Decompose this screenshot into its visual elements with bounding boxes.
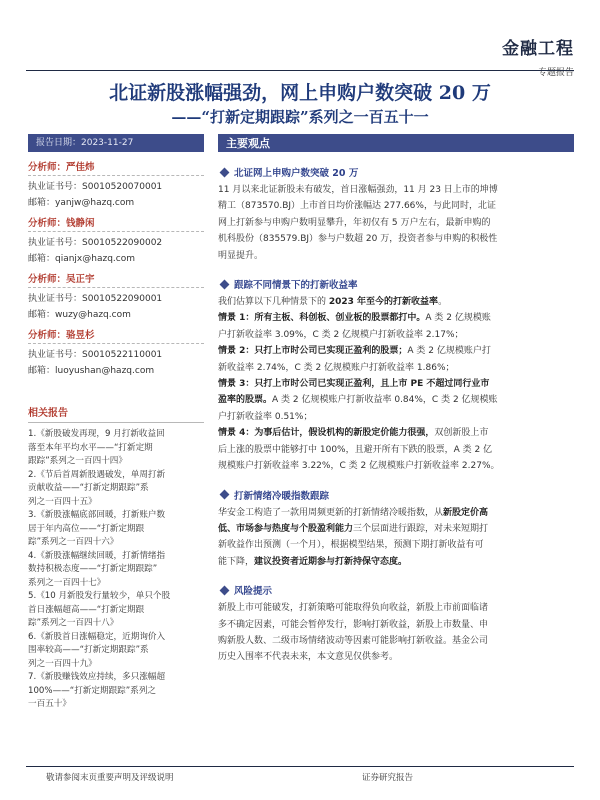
analyst-block xyxy=(28,215,204,264)
section-body: 我们估算以下几种情景下的 2023 年至今的打新收益率。 情景 1：所有主板、科创板、创业板的股票都打中。A 类 2 亿规模账 户打新收益率 3.09%，C 类 2 亿规模户打新收益率 2.17%； 情景 2：只打上市时公司已实现正盈利的股票；A 类 2 亿规模账户打 新收益率 2.74%，C 类 2 亿规模账户打新收益率 1.86%； 情景 3：只打上市时公司已实现正盈利，且上市 PE 不超过同行业市 盈率的股票。A 类 2 亿规模账户打新收益率 0.84%，C 类 2 亿规模账 户打新收益率 0.51%； 情景 4：为事后估计，假设机构的新股定价能力很强，双创新股上市 后上涨的股票中能够打中 100%，且避开所有下跌的股票，A 类 2 亿 规模账户打新收益率 3.22%，C 类 2 亿规模账户打新收益率 2.27%。 xyxy=(218,297,500,472)
related-report-link[interactable]: 1.《新股破发再现，9 月打新收益回 落至本年平均水平——“打新定期 跟踪”系列之一百四十四》 xyxy=(28,429,165,466)
analyst-cert: 执业证书号：S0010522090002 xyxy=(28,238,163,248)
analyst-email[interactable]: 邮箱：wuzy@hazq.com xyxy=(28,310,131,320)
related-report-link[interactable]: 2.《节后首周新股遇破发，单周打新 贡献收益——“打新定期跟踪”系 列之一百四十五》 xyxy=(28,469,166,507)
analyst-name: 分析师：钱静闲 xyxy=(28,215,204,232)
analyst-email[interactable]: 邮箱：yanjw@hazq.com xyxy=(28,198,135,208)
key-points-heading: 主要观点 xyxy=(226,137,270,150)
section-body: 新股上市可能破发，打新策略可能取得负向收益，新股上市前面临诸 多不确定因素，可能会暂停发行，影响打新收益，新股上市数量、申 购新股人数、二级市场情绪波动等因素可能影响打新收益。基金公司 历史入围率不代表未来，本文意见仅供参考。 xyxy=(218,603,489,663)
diamond-bullet-icon xyxy=(220,167,230,177)
analyst-name: 分析师：严佳炜 xyxy=(28,159,204,176)
section-heading xyxy=(218,277,574,291)
analyst-block xyxy=(28,271,204,320)
diamond-bullet-icon xyxy=(220,279,230,289)
analyst-block xyxy=(28,159,204,208)
analyst-name: 分析师：骆昱杉 xyxy=(28,327,204,344)
analyst-block xyxy=(28,327,204,376)
related-reports-list xyxy=(28,428,204,712)
section-body: 11 月以来北证新股未有破发，首日涨幅强劲，11 月 23 日上市的坤博 精工（873570.BJ）上市首日均价涨幅达 277.66%，与此同时，北证 网上打新参与申购户数明显攀升，年初仅有 5 万户左右，最新申购的 机科股份（835579.BJ）参与户数超 20 万，投资者参与申购的积极性 明显提升。 xyxy=(218,185,498,261)
report-header xyxy=(502,34,574,78)
analyst-email[interactable]: 邮箱：qianjx@hazq.com xyxy=(28,254,135,264)
analyst-cert: 执业证书号：S0010522110001 xyxy=(28,350,163,360)
report-date: 报告日期：2023-11-27 xyxy=(28,134,204,152)
left-column xyxy=(28,134,204,712)
diamond-bullet-icon xyxy=(220,585,230,595)
footer-divider xyxy=(26,766,574,767)
section-title: 跟踪不同情景下的打新收益率 xyxy=(234,280,358,292)
footer-disclaimer: 敬请参阅末页重要声明及评级说明 xyxy=(46,773,174,783)
related-report-link[interactable]: 7.《新股赚钱效应持续，多只涨幅超 100%——“打新定期跟踪”系列之 一百五十》 xyxy=(28,672,166,709)
header-divider xyxy=(26,70,574,71)
document-type: 专题报告 xyxy=(537,68,574,78)
related-reports-heading: 相关报告 xyxy=(28,404,204,423)
analyst-name: 分析师：吴正宇 xyxy=(28,271,204,288)
diamond-bullet-icon xyxy=(220,490,230,500)
section-heading xyxy=(218,165,574,179)
section-heading xyxy=(218,488,574,502)
analyst-email[interactable]: 邮箱：luoyushan@hazq.com xyxy=(28,366,155,376)
section-title: 北证网上申购户数突破 20 万 xyxy=(234,168,359,179)
brand-name: 金融工程 xyxy=(502,39,574,59)
related-report-link[interactable]: 3.《新股涨幅底部回暖，打新账户数 居于年内高位——“打新定期跟 踪”系列之一百四十六》 xyxy=(28,510,166,547)
related-report-link[interactable]: 4.《新股涨幅继续回暖，打新情绪指 数持积极态度——“打新定期跟踪” 系列之一百四十七》 xyxy=(28,550,166,588)
footer-label: 证券研究报告 xyxy=(362,773,414,783)
main-column xyxy=(218,134,574,666)
related-report-link[interactable]: 5.《10 月新股发行量较少，单只个股 首日涨幅超高——“打新定期跟 踪”系列之一百四十八》 xyxy=(28,591,171,628)
section-title: 风险提示 xyxy=(234,586,273,598)
analyst-cert: 执业证书号：S0010522090001 xyxy=(28,294,163,304)
key-points-bar xyxy=(218,134,574,152)
section-title: 打新情绪冷暖指数跟踪 xyxy=(234,490,330,502)
related-report-link[interactable]: 6.《新股首日涨幅稳定，近期询价入 围率较高——“打新定期跟踪”系 列之一百四十九》 xyxy=(28,631,166,669)
report-subtitle: ——“打新定期跟踪”系列之一百五十一 xyxy=(171,108,429,126)
section-body: 华安金工构造了一款用周频更新的打新情绪冷暖指数，从新股定价高 低、市场参与热度与个股盈利能力三个层面进行跟踪，对未来短期打 新收益作出预测（一个月），根据模型结果，预测下期打新收益有可 能下降，建议投资者近期参与打新持保守态度。 xyxy=(218,507,489,567)
report-title: 北证新股涨幅强劲，网上申购户数突破 20 万 xyxy=(109,82,491,104)
section-heading xyxy=(218,583,574,597)
analyst-cert: 执业证书号：S0010520070001 xyxy=(28,182,163,192)
